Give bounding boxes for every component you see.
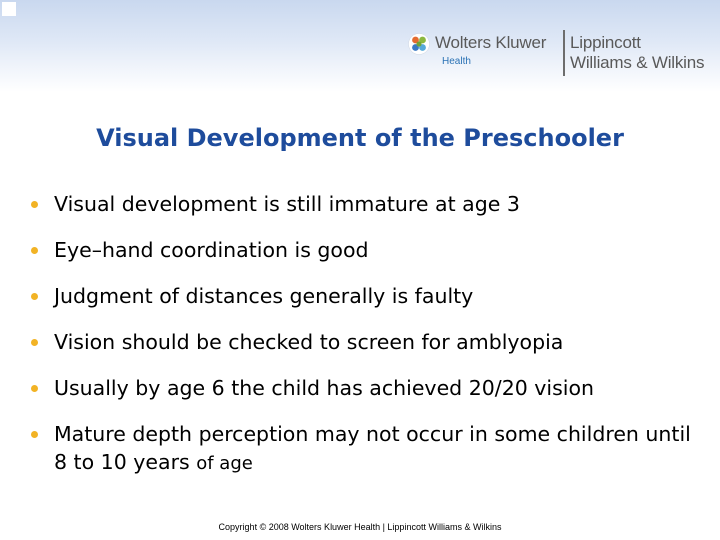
bullet-text: Judgment of distances generally is faulty: [54, 284, 474, 308]
bullet-text: Eye–hand coordination is good: [54, 238, 369, 262]
logo-divider: [563, 30, 565, 76]
globe-logo-icon: [408, 33, 430, 55]
bullet-text: Visual development is still immature at age 3: [54, 192, 520, 216]
bullet-item: [30, 420, 710, 478]
bullet-dot-icon: [31, 339, 38, 346]
bullet-dot-icon: [31, 293, 38, 300]
bullet-text: Mature depth perception may not occur in some children until 8 to 10 years: [54, 422, 691, 474]
bullet-text-tail: of age: [196, 453, 253, 474]
bullet-item: [30, 282, 710, 310]
logo-company-name: Wolters Kluwer: [435, 33, 547, 52]
logo-division: Health: [442, 56, 471, 67]
slide-title: Visual Development of the Preschooler: [96, 124, 624, 152]
copyright-footer: Copyright © 2008 Wolters Kluwer Health | Lippincott Williams & Wilkins: [218, 522, 502, 532]
corner-square: [2, 2, 16, 16]
bullet-text: Usually by age 6 the child has achieved 20/20 vision: [54, 376, 595, 400]
bullet-list: [30, 190, 710, 496]
logo-partner-line1: Lippincott: [570, 33, 641, 52]
bullet-dot-icon: [31, 385, 38, 392]
bullet-item: [30, 328, 710, 356]
bullet-item: [30, 236, 710, 264]
bullet-dot-icon: [31, 247, 38, 254]
bullet-item: [30, 190, 710, 218]
publisher-logo: [408, 30, 718, 80]
bullet-item: [30, 374, 710, 402]
header-band: [0, 0, 720, 92]
bullet-dot-icon: [31, 431, 38, 438]
bullet-dot-icon: [31, 201, 38, 208]
bullet-text: Vision should be checked to screen for amblyopia: [54, 330, 564, 354]
logo-partner-line2: Williams & Wilkins: [570, 53, 705, 72]
